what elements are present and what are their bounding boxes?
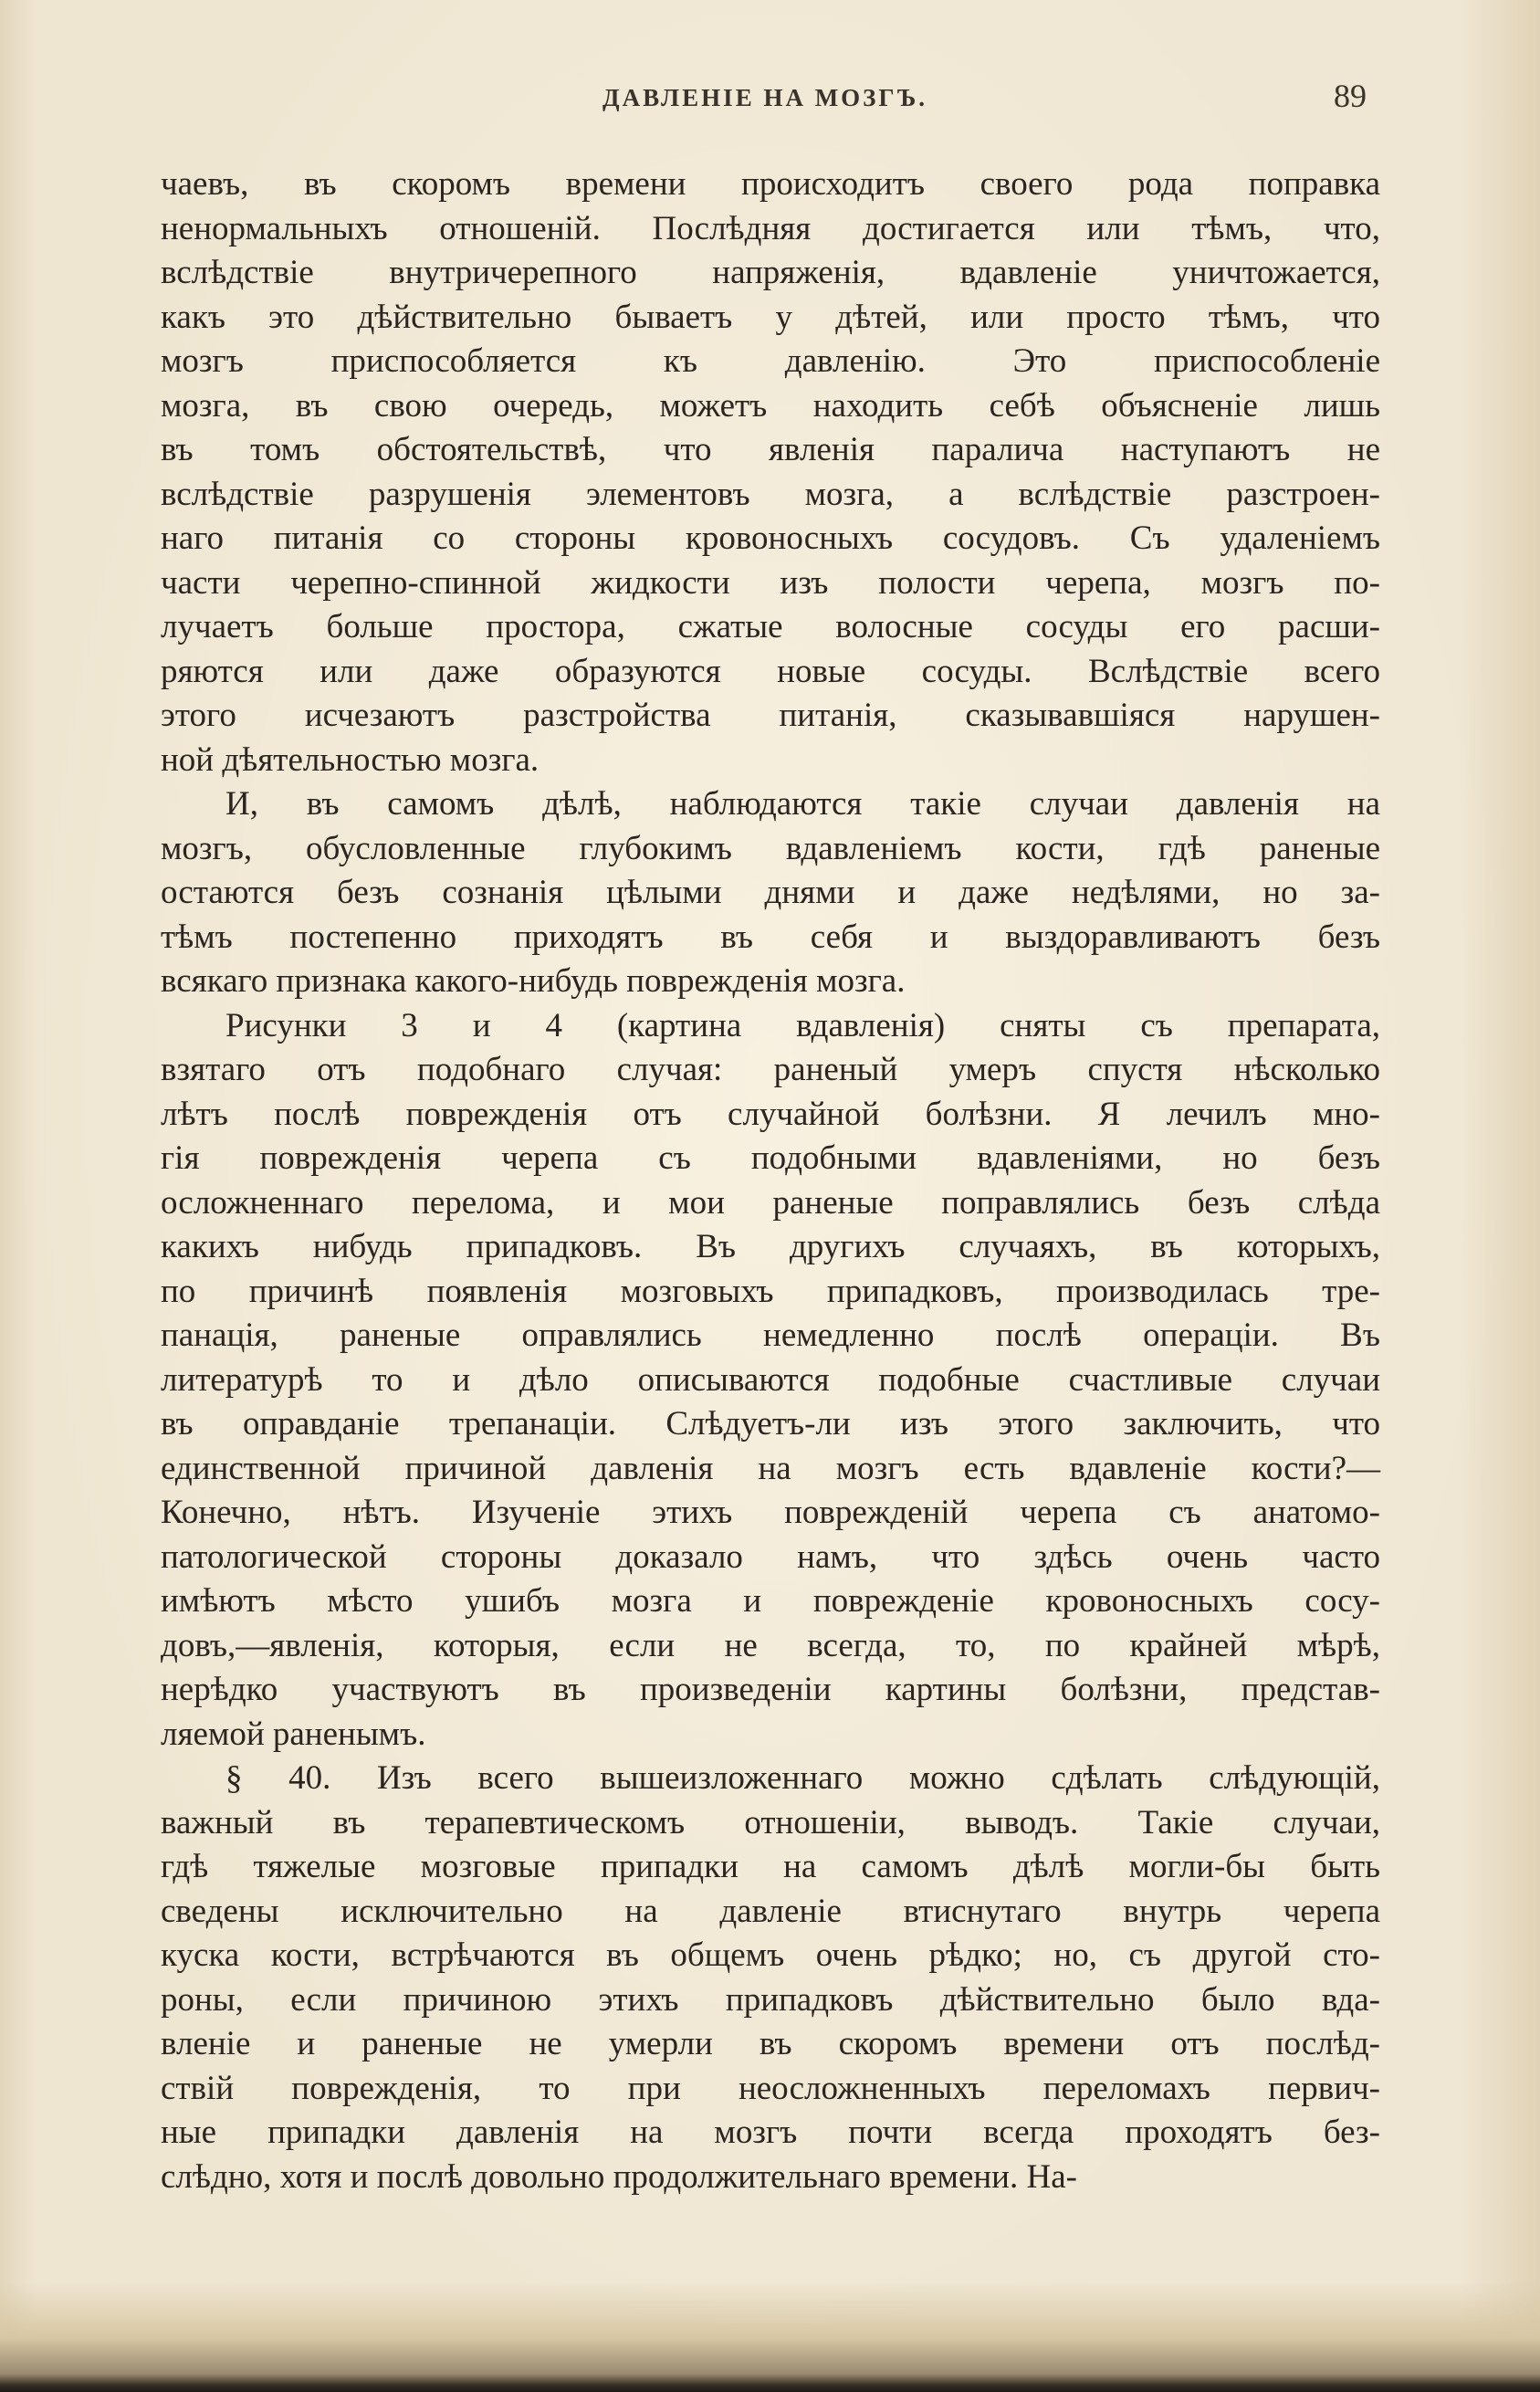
text-line: мозгъ приспособляется къ давленію. Это приспособленіе [161, 342, 1380, 380]
text-line: этого исчезаютъ разстройства питанія, сказывавшіяся нарушен- [161, 697, 1380, 734]
text-line: § 40. Изъ всего вышеизложеннаго можно сдѣлать слѣдующій, [225, 1759, 1380, 1797]
paragraph [161, 782, 1380, 1004]
text-line: И, въ самомъ дѣлѣ, наблюдаются такіе случаи давленія на [225, 785, 1380, 823]
text-line: части черепно-спинной жидкости изъ полости черепа, мозгъ по- [161, 563, 1380, 602]
text-line: какихъ нибудь припадковъ. Въ другихъ случаяхъ, въ которыхъ, [161, 1228, 1380, 1265]
text-line: слѣдно, хотя и послѣ довольно продолжительнаго времени. На- [161, 2157, 1077, 2196]
page-edge-shadow [0, 2282, 1540, 2392]
text-line: куска кости, встрѣчаются въ общемъ очень рѣдко; но, съ другой сто- [161, 1936, 1380, 1974]
text-line: взятаго отъ подобнаго случая: раненый умеръ спустя нѣсколько [161, 1051, 1380, 1088]
text-line: ные припадки давленія на мозгъ почти всегда проходятъ без- [161, 2114, 1380, 2151]
text-line: какъ это дѣйствительно бываетъ у дѣтей, или просто тѣмъ, что [161, 298, 1380, 336]
text-line: лѣтъ послѣ поврежденія отъ случайной болѣзни. Я лечилъ мно- [161, 1095, 1380, 1133]
text-line: чаевъ, въ скоромъ времени происходитъ своего рода поправка [161, 165, 1380, 203]
text-line: ной дѣятельностью мозга. [161, 740, 540, 779]
text-line: наго питанія со стороны кровоносныхъ сосудовъ. Съ удаленіемъ [161, 519, 1380, 557]
text-line: панація, раненые оправлялись немедленно послѣ операціи. Въ [161, 1317, 1380, 1354]
text-line: въ томъ обстоятельствѣ, что явленія паралича наступаютъ не [161, 431, 1380, 468]
text-line: ляемой раненымъ. [161, 1715, 426, 1753]
text-line: ряются или даже образуются новые сосуды. Вслѣдствіе всего [161, 652, 1380, 690]
text-line: тѣмъ постепенно приходятъ въ себя и выздоравливаютъ безъ [161, 918, 1380, 956]
text-line: важный въ терапевтическомъ отношеніи, выводъ. Такіе случаи, [161, 1803, 1380, 1841]
text-line: въ оправданіе трепанаціи. Слѣдуетъ-ли изъ этого заключить, что [161, 1405, 1380, 1443]
text-line: литературѣ то и дѣло описываются подобные счастливые случаи [161, 1360, 1380, 1399]
body-text [161, 163, 1380, 2199]
running-title: ДАВЛЕНІЕ НА МОЗГЪ. [602, 84, 928, 111]
paragraph [161, 1004, 1380, 1757]
text-line: Рисунки 3 и 4 (картина вдавленія) сняты съ препарата, [225, 1006, 1380, 1044]
text-line: ствій поврежденія, то при неосложненныхъ переломахъ первич- [161, 2069, 1380, 2107]
text-line: сведены исключительно на давленіе втиснутаго внутрь черепа [161, 1892, 1380, 1930]
text-line: нерѣдко участвуютъ въ произведеніи картины болѣзни, представ- [161, 1671, 1380, 1708]
paragraph [161, 163, 1380, 782]
text-line: гдѣ тяжелые мозговые припадки на самомъ дѣлѣ могли-бы быть [161, 1848, 1380, 1885]
text-line: остаются безъ сознанія цѣлыми днями и даже недѣлями, но за- [161, 874, 1380, 911]
text-line: по причинѣ появленія мозговыхъ припадковъ, производилась тре- [161, 1272, 1380, 1310]
text-line: Конечно, нѣтъ. Изученіе этихъ поврежденій черепа съ анатомо- [161, 1494, 1380, 1531]
text-line: гія поврежденія черепа съ подобными вдавленіями, но безъ [161, 1139, 1380, 1177]
text-line: довъ,—явленія, которыя, если не всегда, то, по крайней мѣрѣ, [161, 1626, 1380, 1664]
text-line: ненормальныхъ отношеній. Послѣдняя достигается или тѣмъ, что, [161, 209, 1380, 247]
page-number: 89 [1334, 78, 1367, 114]
text-line: мозгъ, обусловленные глубокимъ вдавленіемъ кости, гдѣ раненые [161, 829, 1380, 867]
text-line: лучаетъ больше простора, сжатые волосные сосуды его расши- [161, 608, 1380, 645]
text-line: всякаго признака какого-нибудь поврежденія мозга. [161, 962, 906, 1000]
text-line: мозга, въ свою очередь, можетъ находить себѣ объясненіе лишь [161, 386, 1380, 425]
running-head [0, 80, 1540, 126]
text-line: вслѣдствіе разрушенія элементовъ мозга, а вслѣдствіе разстроен- [161, 475, 1380, 513]
paragraph [161, 1757, 1380, 2199]
text-line: роны, если причиною этихъ припадковъ дѣйствительно было вда- [161, 1980, 1380, 2019]
text-line: вленіе и раненые не умерли въ скоромъ времени отъ послѣд- [161, 2025, 1380, 2062]
text-line: имѣютъ мѣсто ушибъ мозга и поврежденіе кровоносныхъ сосу- [161, 1582, 1380, 1620]
text-line: осложненнаго перелома, и мои раненые поправлялись безъ слѣда [161, 1183, 1380, 1222]
text-line: вслѣдствіе внутричерепного напряженія, вдавленіе уничтожается, [161, 254, 1380, 291]
text-line: единственной причиной давленія на мозгъ есть вдавленіе кости?— [161, 1449, 1380, 1487]
text-line: патологической стороны доказало намъ, что здѣсь очень часто [161, 1537, 1380, 1576]
